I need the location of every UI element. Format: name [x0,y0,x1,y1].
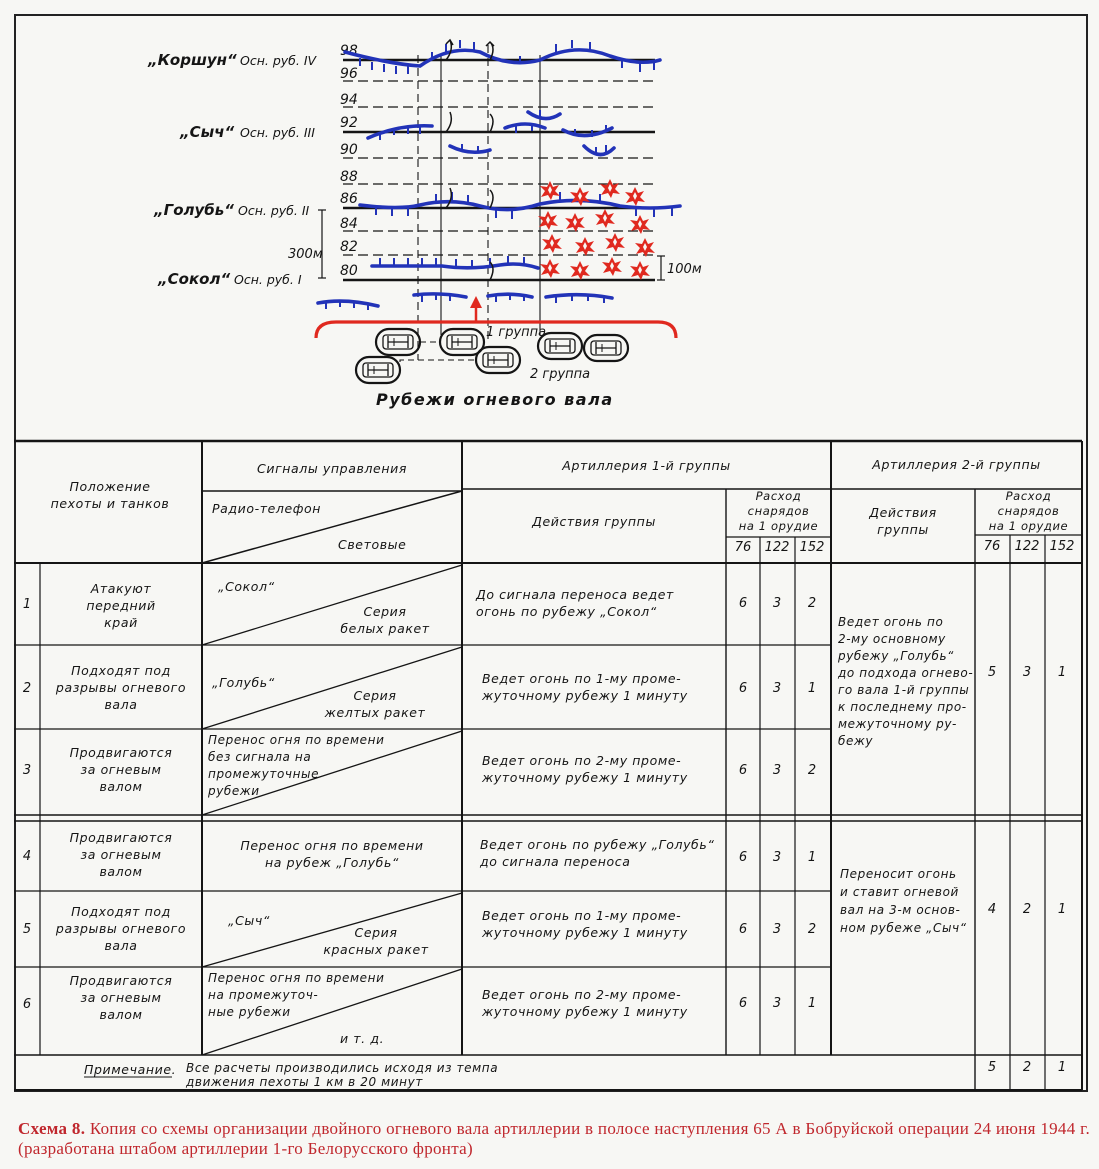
row-2-position: Подходят под разрывы огневого вала [55,663,187,712]
header-actions-2: Действия группы [869,505,937,537]
svg-text:92: 92 [340,115,358,131]
header-signals: Сигналы управления [257,461,407,476]
row-6-light: и т. д. [340,1031,385,1046]
row-6-c76: 6 [738,996,748,1011]
svg-text:Осн. руб. III: Осн. руб. III [240,125,315,140]
svg-text:300м: 300м [288,247,323,262]
note-text: Все расчеты производились исходя из темпа движения пехоты 1 км в 20 минут [186,1061,499,1089]
group2-block-1-c152: 1 [1057,665,1067,680]
svg-text:100м: 100м [667,262,702,277]
row-2-c122: 3 [772,681,782,696]
caption-label: Схема 8. [18,1119,86,1138]
row-5-action: Ведет огонь по 1-му проме- жуточному рубежу 1 минуту [482,908,688,940]
caption-text: Копия со схемы организации двойного огневого вала артиллерии в полосе наступления 65 А в Бобруйской операции 24 июня 1944 г. (разработана штабом артиллерии 1-го Белорусского фронта) [18,1119,1090,1158]
svg-text:„Сокол“: „Сокол“ [158,270,231,288]
group2-block-2-c152: 1 [1057,902,1067,917]
row-6-radio: Перенос огня по времени на промежуточ- ные рубежи [208,971,385,1019]
row-1-c152: 2 [807,596,817,611]
svg-text:88: 88 [340,169,358,185]
svg-text:84: 84 [340,216,358,232]
row-2-radio: „Голубь“ [212,675,275,690]
row-1-c122: 3 [772,596,782,611]
row-5-number: 5 [22,922,32,937]
row-2-c76: 6 [738,681,748,696]
row-5-light: Серия красных ракет [323,925,429,957]
row-5-c76: 6 [738,922,748,937]
row-3-c122: 3 [772,763,782,778]
header-light: Световые [338,537,407,552]
header-position: Положение пехоты и танков [50,479,170,511]
svg-text:„Голубь“: „Голубь“ [154,201,234,219]
svg-text:„Сыч“: „Сыч“ [180,123,235,141]
group2-block-1-action: Ведет огонь по 2-му основному рубежу „Голубь“ до подхода огнево- го вала 1-й группы к последнему про- межуточному ру- бежу [838,615,974,748]
row-2-action: Ведет огонь по 1-му проме- жуточному рубежу 1 минуту [482,671,688,703]
cal-152-1: 152 [799,540,825,555]
row-4-number: 4 [22,849,32,864]
row-5-c152: 2 [807,922,817,937]
row-1-position: Атакуют передний край [86,581,156,630]
cal-76-1: 76 [734,540,752,555]
row-4-c152: 1 [807,850,817,865]
header-art1: Артиллерия 1-й группы [562,458,731,473]
row-6-position: Продвигаются за огневым валом [69,973,173,1022]
row-3-radio: Перенос огня по времени без сигнала на промежуточные рубежи [208,733,385,798]
row-4-c122: 3 [772,850,782,865]
row-3-c152: 2 [807,763,817,778]
row-4-c76: 6 [738,850,748,865]
svg-text:94: 94 [340,92,358,108]
svg-text:82: 82 [340,239,358,255]
group2-block-2-action: Переносит огонь и ставит огневой вал на 3-м основ- ном рубеже „Сыч“ [840,867,967,935]
row-6-action: Ведет огонь по 2-му проме- жуточному рубежу 1 минуту [482,987,688,1019]
row-1-c76: 6 [738,596,748,611]
header-consumption-2: Расход снарядов на 1 орудие [988,489,1069,533]
row-3-c76: 6 [738,763,748,778]
svg-text:98: 98 [340,43,358,59]
row-1-radio: „Сокол“ [218,579,275,594]
svg-text:86: 86 [340,191,358,207]
svg-text:Осн. руб. II: Осн. руб. II [238,203,310,218]
header-actions-1: Действия группы [532,514,656,529]
svg-text:90: 90 [340,142,358,158]
group2-block-2-c76: 4 [987,902,997,917]
row-4-action: Ведет огонь по рубежу „Голубь“ до сигнала переноса [480,837,715,869]
group-1-label: 1 группа [486,325,547,340]
cal-122-1: 122 [764,540,790,555]
header-radio: Радио-телефон [212,501,322,516]
total-c122: 2 [1022,1060,1032,1075]
total-c76: 5 [987,1060,997,1075]
svg-text:Осн. руб. I: Осн. руб. I [234,272,302,287]
group2-block-1-c76: 5 [987,665,997,680]
group2-block-2-c122: 2 [1022,902,1032,917]
row-1-action: До сигнала переноса ведет огонь по рубежу „Сокол“ [476,587,674,619]
note-label: Примечание. [84,1062,177,1077]
group-2-label: 2 группа [530,367,591,382]
row-2-light: Серия желтых ракет [324,688,426,720]
header-art2: Артиллерия 2-й группы [872,457,1041,472]
row-2-c152: 1 [807,681,817,696]
row-6-number: 6 [22,997,32,1012]
row-3-action: Ведет огонь по 2-му проме- жуточному рубежу 1 минуту [482,753,688,785]
cal-152-2: 152 [1049,539,1075,554]
cal-122-2: 122 [1014,539,1040,554]
row-1-light: Серия белых ракет [340,604,430,636]
figure-caption [18,1119,1090,1159]
svg-text:„Коршун“: „Коршун“ [148,51,237,69]
row-6-c122: 3 [772,996,782,1011]
cal-76-2: 76 [983,539,1001,554]
svg-text:80: 80 [340,263,358,279]
row-4-radio: Перенос огня по времени на рубеж „Голубь“ [240,838,424,870]
group2-block-1-c122: 3 [1022,665,1032,680]
diagram-title: Рубежи огневого вала [376,390,614,409]
row-4-position: Продвигаются за огневым валом [69,830,173,879]
total-c152: 1 [1057,1060,1067,1075]
row-5-radio: „Сыч“ [228,913,270,928]
row-3-position: Продвигаются за огневым валом [69,745,173,794]
row-6-c152: 1 [807,996,817,1011]
row-5-c122: 3 [772,922,782,937]
svg-text:96: 96 [340,66,358,82]
row-5-position: Подходят под разрывы огневого вала [55,904,187,953]
svg-text:Осн. руб. IV: Осн. руб. IV [240,53,317,68]
row-2-number: 2 [22,681,32,696]
row-3-number: 3 [22,763,32,778]
header-consumption-1: Расход снарядов на 1 орудие [738,489,819,533]
row-1-number: 1 [22,597,32,612]
